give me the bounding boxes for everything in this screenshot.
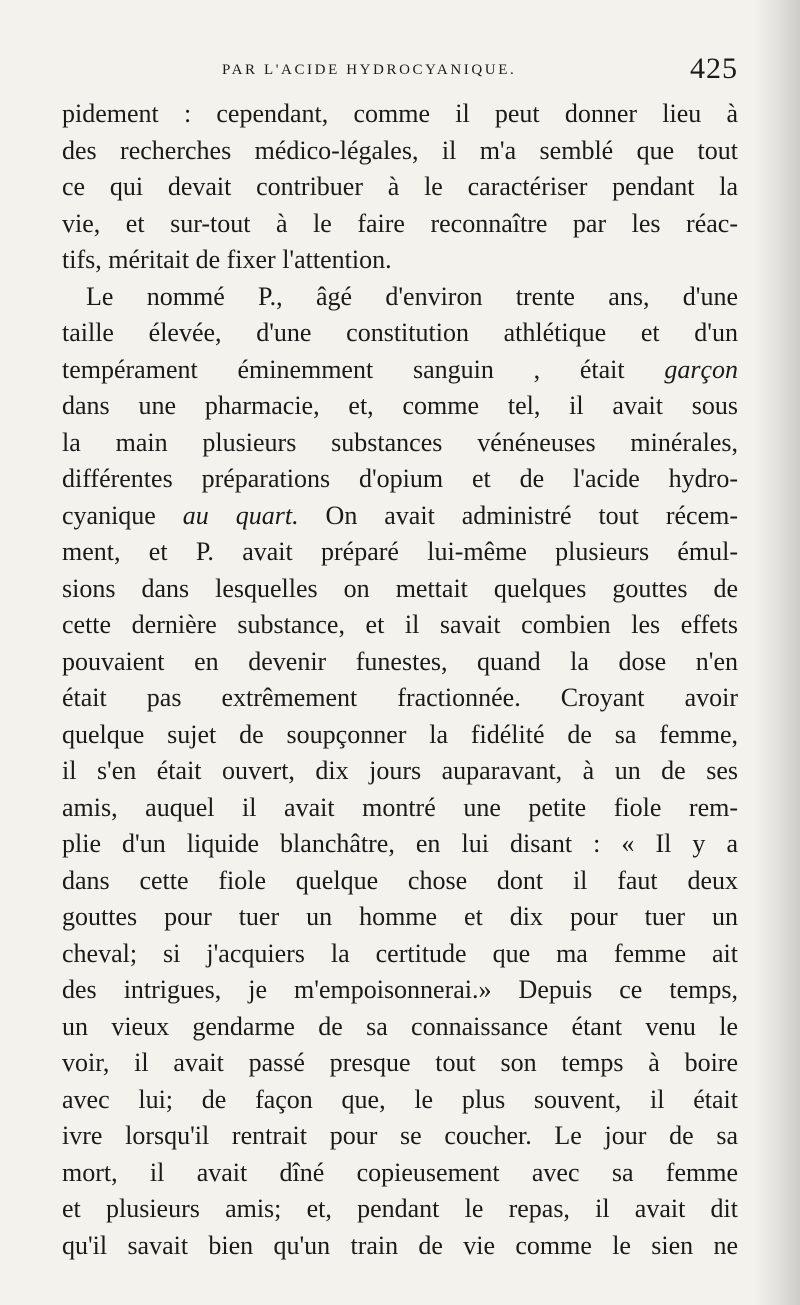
text-segment: la main plusieurs substances vénéneuses minérales, — [62, 427, 738, 457]
text-segment: ment, et P. avait préparé lui-même plusieurs émul- — [62, 537, 738, 566]
text-line — [62, 242, 738, 279]
italic-text: garçon — [664, 354, 738, 384]
text-segment: il s'en était ouvert, dix jours auparavant, à un de ses — [62, 756, 738, 785]
text-line — [62, 790, 738, 827]
text-segment: dans cette fiole quelque chose dont il faut deux — [62, 865, 738, 895]
text-segment: différentes préparations d'opium et de l'acide hydro- — [62, 464, 738, 493]
text-line — [62, 1155, 738, 1192]
running-head — [62, 52, 738, 90]
text-line — [62, 169, 738, 206]
text-segment: et plusieurs amis; et, pendant le repas, il avait dit — [62, 1194, 738, 1223]
text-segment: avec lui; de façon que, le plus souvent, il était — [62, 1084, 738, 1114]
spine-shadow — [754, 0, 800, 1305]
text-line — [62, 1228, 738, 1265]
text-segment: tifs, méritait de fixer l'attention. — [62, 245, 392, 274]
text-line — [62, 680, 738, 717]
text-segment: ce qui devait contribuer à le caractériser pendant la — [62, 172, 738, 201]
text-segment: taille élevée, d'une constitution athlétique et d'un — [62, 318, 738, 347]
text-segment: cette dernière substance, et il savait combien les effets — [62, 610, 738, 639]
text-line — [62, 826, 738, 863]
text-segment: cyanique — [62, 500, 183, 530]
text-line — [62, 753, 738, 790]
text-line — [62, 717, 738, 754]
text-line — [62, 133, 738, 170]
text-line — [62, 388, 738, 425]
text-line — [62, 1191, 738, 1228]
text-segment: des recherches médico-légales, il m'a semblé que tout — [62, 135, 738, 165]
text-line — [62, 498, 738, 535]
body-text — [62, 96, 738, 1264]
text-segment: Le nommé P., âgé d'environ trente ans, d'une — [86, 281, 738, 311]
text-line — [62, 1009, 738, 1046]
text-segment: ivre lorsqu'il rentrait pour se coucher. Le jour de sa — [62, 1121, 738, 1150]
text-line — [62, 1118, 738, 1155]
text-segment: pidement : cependant, comme il peut donner lieu à — [62, 99, 738, 128]
text-line — [62, 96, 738, 133]
text-segment: On avait administré tout récem- — [298, 500, 738, 530]
text-segment: vie, et sur-tout à le faire reconnaître par les réac- — [62, 208, 738, 238]
text-segment: des intrigues, je m'empoisonnerai.» Depuis ce temps, — [62, 975, 738, 1004]
text-segment: plie d'un liquide blanchâtre, en lui disant : « Il y a — [62, 829, 738, 858]
text-segment: gouttes pour tuer un homme et dix pour tuer un — [62, 902, 738, 931]
text-line — [62, 1082, 738, 1119]
text-line — [62, 425, 738, 462]
text-segment: tempérament éminemment sanguin , était — [62, 354, 665, 384]
text-line — [62, 607, 738, 644]
text-segment: dans une pharmacie, et, comme tel, il avait sous — [62, 391, 738, 420]
text-segment: pouvaient en devenir funestes, quand la dose n'en — [62, 646, 738, 676]
text-segment: sions dans lesquelles on mettait quelques gouttes de — [62, 573, 738, 603]
text-line — [62, 1045, 738, 1082]
text-line — [62, 863, 738, 900]
text-line — [62, 461, 738, 498]
text-segment: voir, il avait passé presque tout son temps à boire — [62, 1048, 738, 1077]
page-number: 425 — [690, 52, 738, 85]
text-line — [62, 352, 738, 389]
text-segment: un vieux gendarme de sa connaissance étant venu le — [62, 1011, 738, 1041]
text-line — [62, 571, 738, 608]
text-segment: qu'il savait bien qu'un train de vie comme le sien ne — [62, 1230, 738, 1260]
text-line — [62, 315, 738, 352]
text-line — [62, 972, 738, 1009]
text-segment: amis, auquel il avait montré une petite fiole rem- — [62, 792, 738, 822]
text-line — [62, 936, 738, 973]
text-segment: quelque sujet de soupçonner la fidélité de sa femme, — [62, 719, 738, 749]
text-line — [62, 534, 738, 571]
running-head-title: PAR L'ACIDE HYDROCYANIQUE. — [222, 62, 517, 78]
italic-text: au quart. — [182, 500, 299, 530]
text-line — [62, 279, 738, 316]
text-line — [62, 899, 738, 936]
text-segment: était pas extrêmement fractionnée. Croyant avoir — [62, 683, 738, 712]
text-line — [62, 206, 738, 243]
text-segment: mort, il avait dîné copieusement avec sa femme — [62, 1157, 738, 1187]
text-segment: cheval; si j'acquiers la certitude que ma femme ait — [62, 938, 738, 968]
text-line — [62, 644, 738, 681]
